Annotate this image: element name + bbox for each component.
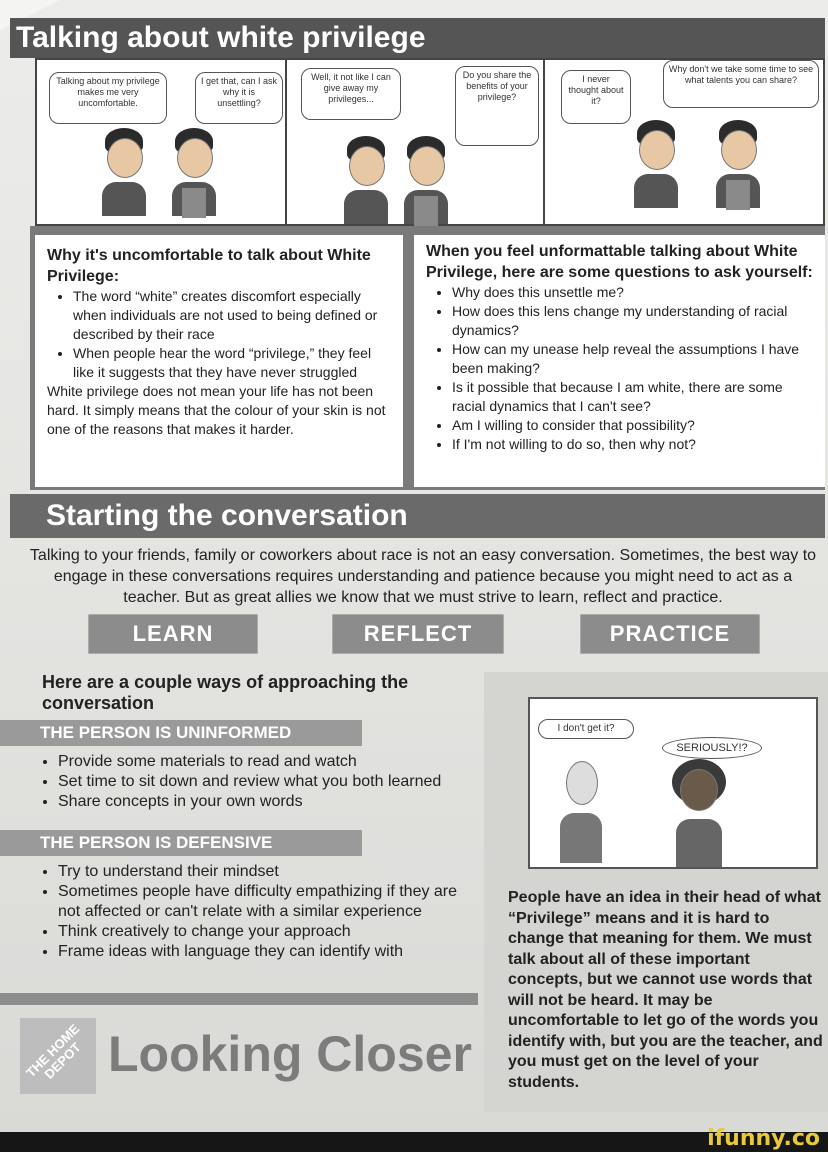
learn-badge: LEARN [88,614,258,654]
privilege-note: People have an idea in their head of what “Privilege” means and it is hard to change that meaning for them. We must talk about all of these important concepts, but we cannot use words that will not be heard. It may be uncomfortable to let go of the words you identify with, but you are the teacher, and you must get on the level of your students. [508,889,823,1091]
footer-bar [0,1132,828,1152]
list-item: • Frame ideas with language they can identify with [58,942,476,962]
list-item: • Is it possible that because I am white, there are some racial dynamics that I can't see? [452,378,813,416]
list-item: • Provide some materials to read and watch [58,752,441,772]
intro-paragraph: Talking to your friends, family or coworkers about race is not an easy conversation. Sometimes, the best way to engage in these conversations requires understanding and patience because you might need to act as a teacher. But as great allies we know that we must strive to learn, reflect and practice. [29,547,817,606]
watermark: ifunny.co [707,1126,820,1151]
speech-bubble: I get that, can I ask why it is unsettling? [195,72,283,124]
defensive-list [32,862,476,962]
home-depot-logo [20,1018,96,1094]
list-item: • The word “white” creates discomfort especially when individuals are not used to being defined or described by their race [73,287,391,344]
speech-bubble: Do you share the benefits of your privilege? [455,66,539,146]
reflect-badge: REFLECT [332,614,504,654]
list-item: • Am I willing to consider that possibility? [452,416,813,435]
list-item: • Sometimes people have difficulty empathizing if they are not affected or can't relate with a similar experience [58,882,476,922]
conversation-illustration [528,697,818,869]
uncomfortable-box [35,235,403,487]
approach-heading: Here are a couple ways of approaching the conversation [42,672,409,713]
questions-box [414,235,825,487]
speech-bubble: Well, it not like I can give away my privileges... [301,68,401,120]
practice-badge: PRACTICE [580,614,760,654]
defensive-label: THE PERSON IS DEFENSIVE [0,830,362,856]
list-item: • How can my unease help reveal the assumptions I have been making? [452,340,813,378]
uninformed-label: THE PERSON IS UNINFORMED [0,720,362,746]
list-item: • Why does this unsettle me? [452,283,813,302]
speech-bubble: I never thought about it? [561,70,631,124]
page-title: Talking about white privilege [10,18,825,58]
list-item: • Think creatively to change your approach [58,922,476,942]
list-item: • Share concepts in your own words [58,792,441,812]
speech-bubble: I don't get it? [538,719,634,739]
comic-panel-3 [545,60,823,224]
speech-bubble: SERIOUSLY!? [662,737,762,759]
privilege-explanation: White privilege does not mean your life has not been hard. It simply means that the colour of your skin is not one of the reasons that makes it harder. [47,383,386,437]
uninformed-list [32,752,441,812]
looking-closer-title: Looking Closer [108,1026,472,1082]
speech-bubble: Talking about my privilege makes me very uncomfortable. [49,72,167,124]
logo-text: THE HOME DEPOT [23,1021,84,1082]
list-item: • Set time to sit down and review what you both learned [58,772,441,792]
list-item: • When people hear the word “privilege,” they feel like it suggests that they have never struggled [73,344,391,382]
comic-panel-1 [37,60,287,224]
uncomfortable-heading: Why it's uncomfortable to talk about White Privilege: [47,247,371,285]
section-title: Starting the conversation [10,494,825,538]
list-item: • Try to understand their mindset [58,862,476,882]
comic-panel-2 [287,60,545,224]
list-item: • How does this lens change my understanding of racial dynamics? [452,302,813,340]
divider [0,993,478,1005]
comic-strip [35,58,825,226]
questions-list [426,283,813,454]
list-item: • If I'm not willing to do so, then why not? [452,435,813,454]
questions-heading: When you feel unformattable talking about White Privilege, here are some questions to ask yourself: [426,243,813,281]
speech-bubble: Why don't we take some time to see what talents you can share? [663,60,819,108]
uncomfortable-list [47,287,391,382]
